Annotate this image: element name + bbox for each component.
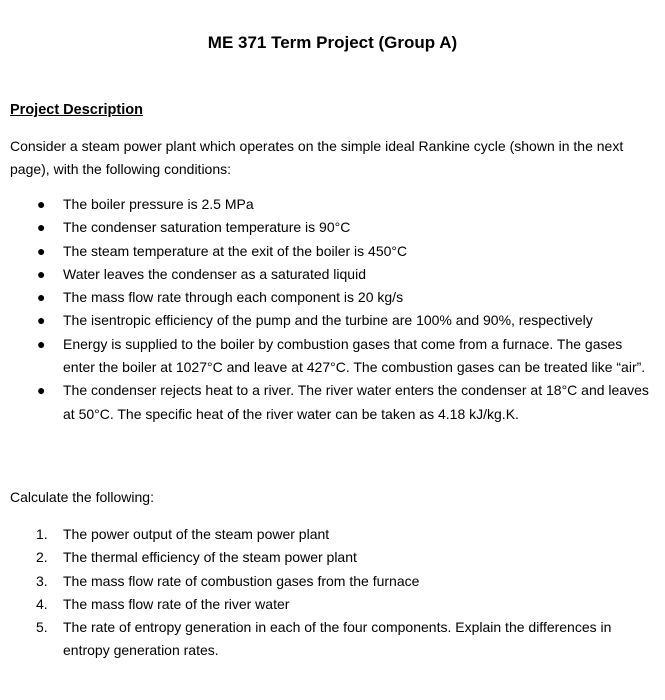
tasks-list bbox=[0, 523, 650, 663]
item-text: Energy is supplied to the boiler by combustion gases that come from a furnace. The gases enter the boiler at 1027°C and leave at 427°C. The combustion gases can be treated like “air”. bbox=[63, 335, 646, 376]
item-text: The power output of the steam power plant bbox=[63, 526, 330, 542]
item-number: 5. bbox=[36, 619, 48, 636]
bullet-icon: ● bbox=[37, 265, 46, 282]
item-number: 3. bbox=[36, 572, 48, 589]
list-item bbox=[0, 379, 650, 426]
bullet-icon: ● bbox=[37, 196, 46, 212]
item-text: The isentropic efficiency of the pump and the turbine are 100% and 90%, respectively bbox=[63, 312, 593, 329]
list-item bbox=[0, 546, 650, 569]
list-item bbox=[0, 240, 650, 263]
item-text: The rate of entropy generation in each of the four components. Explain the differences in entropy generation rates. bbox=[63, 619, 612, 659]
bullet-icon: ● bbox=[37, 312, 46, 329]
item-text: Water leaves the condenser as a saturated liquid bbox=[63, 265, 366, 282]
bullet-icon: ● bbox=[37, 219, 46, 236]
list-item bbox=[0, 616, 650, 663]
list-item bbox=[0, 216, 650, 239]
list-item bbox=[0, 193, 650, 216]
section-heading: Project Description bbox=[10, 102, 143, 118]
item-text: The mass flow rate of the river water bbox=[63, 595, 290, 612]
document-title: ME 371 Term Project (Group A) bbox=[207, 33, 458, 52]
item-text: The condenser rejects heat to a river. The river water enters the condenser at 18°C and leaves at 50°C. The specific heat of the river water can be taken as 4.18 kJ/kg.K. bbox=[63, 382, 649, 422]
list-item bbox=[0, 593, 650, 616]
bullet-icon: ● bbox=[37, 289, 46, 306]
list-item bbox=[0, 286, 650, 309]
calculate-intro: Calculate the following: bbox=[10, 489, 154, 505]
bullet-icon: ● bbox=[37, 242, 46, 259]
conditions-list bbox=[0, 193, 650, 426]
item-number: 1. bbox=[36, 526, 48, 542]
bullet-icon: ● bbox=[37, 382, 46, 399]
intro-paragraph: Consider a steam power plant which operates on the simple ideal Rankine cycle (shown in the next page), with the following conditions: bbox=[10, 138, 624, 178]
list-item bbox=[0, 333, 650, 380]
list-item bbox=[0, 309, 650, 332]
item-text: The condenser saturation temperature is 90°C bbox=[63, 219, 351, 236]
item-text: The boiler pressure is 2.5 MPa bbox=[63, 196, 254, 212]
item-text: The mass flow rate through each component is 20 kg/s bbox=[63, 289, 404, 306]
list-item bbox=[0, 523, 650, 546]
item-text: The steam temperature at the exit of the boiler is 450°C bbox=[63, 242, 408, 259]
item-number: 2. bbox=[36, 549, 48, 566]
item-text: The thermal efficiency of the steam power plant bbox=[63, 549, 357, 566]
item-number: 4. bbox=[36, 595, 48, 612]
bullet-icon: ● bbox=[37, 335, 46, 352]
item-text: The mass flow rate of combustion gases from the furnace bbox=[63, 572, 420, 589]
list-item bbox=[0, 570, 650, 593]
list-item bbox=[0, 263, 650, 286]
